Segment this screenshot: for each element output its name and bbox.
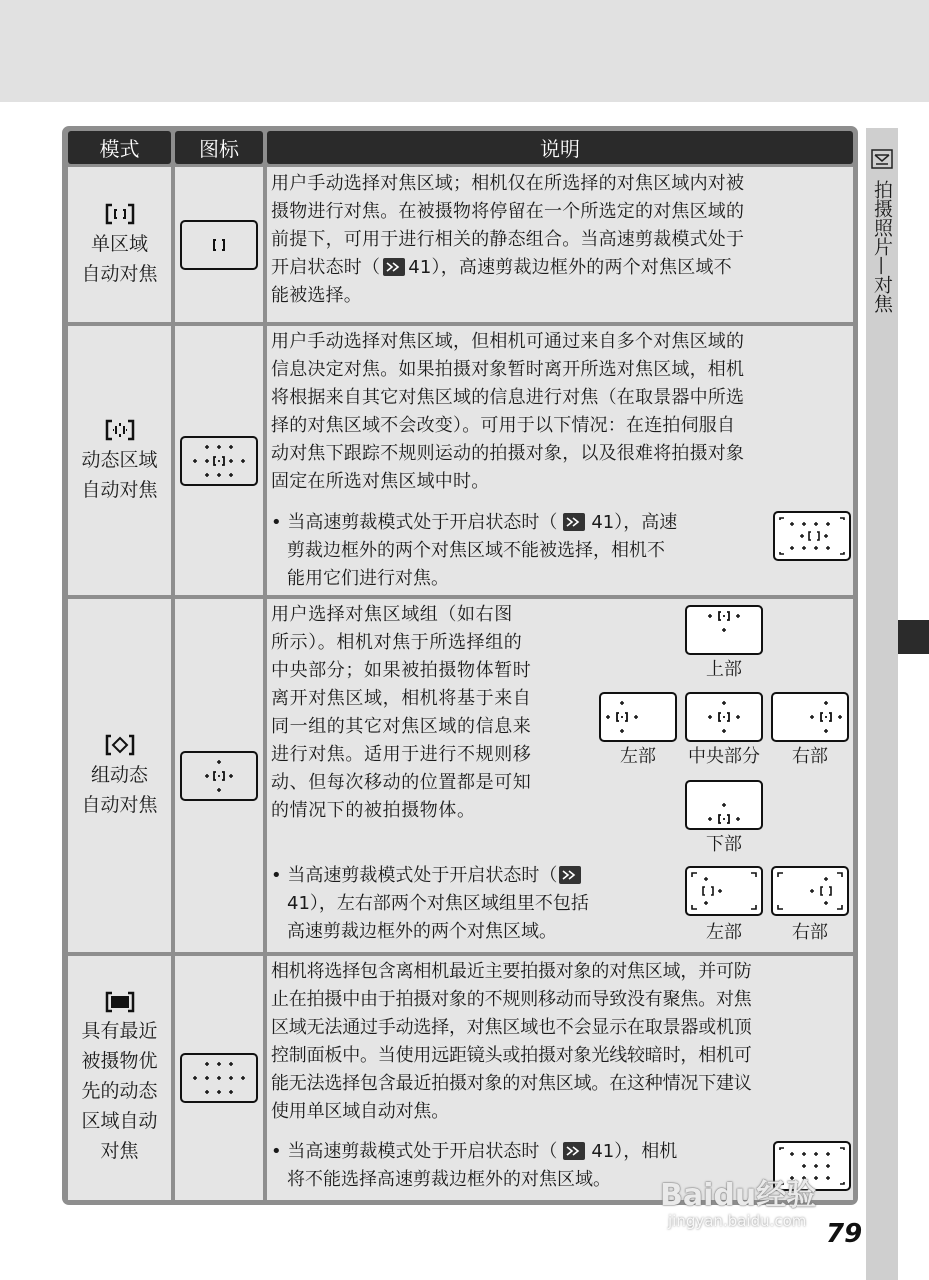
dynamic-area-af-icon bbox=[103, 417, 137, 443]
page-ref-icon bbox=[563, 1142, 585, 1160]
desc-line: 的情况下的被拍摄物体。 bbox=[271, 800, 476, 821]
baidu-watermark-logo: Baidu经验 bbox=[660, 1178, 817, 1213]
mode-name-line: 自动对焦 bbox=[81, 793, 158, 816]
closest-subject-viewfinder-icon bbox=[179, 1052, 259, 1104]
group-left-diagram bbox=[598, 691, 678, 743]
mode-name-line: 自动对焦 bbox=[81, 262, 158, 285]
desc-line: 摄物进行对焦。在被摄物将停留在一个所选定的对焦区域的 bbox=[271, 201, 745, 222]
desc-line: 相机将选择包含离相机最近主要拍摄对象的对焦区域，并可防 bbox=[271, 961, 752, 982]
group-dynamic-af-icon bbox=[103, 732, 137, 758]
mode-name-line: 单区域 bbox=[90, 232, 148, 255]
page-number: 79 bbox=[826, 1219, 863, 1249]
bullet-line: 高速剪裁边框外的两个对焦区域。 bbox=[287, 921, 557, 942]
page-ref-icon bbox=[563, 513, 585, 531]
row-dynamic-area-icon-cell bbox=[175, 326, 263, 595]
desc-line: 能被选择。 bbox=[271, 285, 362, 306]
chapter-title: 拍摄照片—对焦 bbox=[871, 180, 893, 313]
row-closest-subject-description bbox=[271, 958, 853, 1126]
row-single-area-description bbox=[271, 170, 851, 310]
mode-name-line: 具有最近 bbox=[81, 1020, 158, 1042]
desc-line: 离开对焦区域，相机将基于来自 bbox=[271, 688, 532, 709]
group-top-diagram bbox=[684, 604, 764, 656]
mode-name-line: 被摄物优 bbox=[81, 1050, 158, 1072]
desc-line: 前提下，可用于进行相关的静态组合。当高速剪裁模式处于 bbox=[271, 229, 745, 250]
row-group-dynamic-bullet bbox=[271, 862, 681, 946]
desc-line: 动对焦下跟踪不规则运动的拍摄对象，以及很难将拍摄对象 bbox=[271, 443, 745, 464]
row-single-area-icon-cell bbox=[175, 167, 263, 322]
desc-line: 动、但每次移动的位置都是可知 bbox=[271, 772, 532, 793]
mode-name-line: 动态区域 bbox=[81, 448, 158, 471]
desc-line: 使用单区域自动对焦。 bbox=[271, 1101, 449, 1122]
row-dynamic-area-mode bbox=[68, 326, 171, 595]
row-group-dynamic-icon-cell bbox=[175, 599, 263, 952]
desc-line: 同一组的其它对焦区域的信息来 bbox=[271, 716, 532, 737]
camera-chapter-icon bbox=[871, 149, 893, 169]
desc-line: 择的对焦区域不会改变）。可用于以下情况：在连拍伺服自 bbox=[271, 415, 736, 436]
desc-line: 用户手动选择对焦区域；相机仅在所选择的对焦区域内对被 bbox=[271, 173, 745, 194]
desc-line: 控制面板中。当使用远距镜头或拍摄对象光线较暗时，相机可 bbox=[271, 1045, 752, 1066]
row-closest-subject-mode bbox=[68, 956, 171, 1200]
header-description: 说明 bbox=[267, 131, 853, 164]
closest-subject-priority-icon bbox=[103, 990, 137, 1014]
single-area-viewfinder-icon bbox=[179, 219, 259, 271]
group-right-diagram bbox=[770, 691, 850, 743]
group-bottom-label: 下部 bbox=[706, 834, 742, 855]
mode-name-line: 先的动态 bbox=[81, 1080, 158, 1102]
row-single-area-mode bbox=[68, 167, 171, 322]
crop-left-label: 左部 bbox=[706, 922, 742, 943]
desc-line: 用户选择对焦区域组（如右图 bbox=[271, 604, 513, 625]
group-center-diagram bbox=[684, 691, 764, 743]
desc-line: 所示）。相机对焦于所选择组的 bbox=[271, 632, 523, 653]
bullet-line: 41），左右部两个对焦区域组里不包括 bbox=[287, 893, 589, 914]
page-ref-icon bbox=[383, 258, 405, 276]
desc-line: 进行对焦。适用于进行不规则移 bbox=[271, 744, 532, 765]
mode-name-line: 对焦 bbox=[100, 1140, 139, 1162]
desc-line: 固定在所选对焦区域中时。 bbox=[271, 471, 490, 492]
mode-name-line: 自动对焦 bbox=[81, 478, 158, 501]
desc-line: 开启状态时（ 41），高速剪裁边框外的两个对焦区域不 bbox=[271, 257, 732, 278]
bullet-line: • 当高速剪裁模式处于开启状态时（ 41），相机 bbox=[271, 1141, 678, 1162]
dynamic-area-viewfinder-icon bbox=[179, 435, 259, 487]
crop-right-group-diagram bbox=[770, 865, 850, 917]
mode-name-line: 组动态 bbox=[90, 763, 148, 786]
desc-line: 信息决定对焦。如果拍摄对象暂时离开所选对焦区域，相机 bbox=[271, 359, 745, 380]
bullet-line: • 当高速剪裁模式处于开启状态时（ bbox=[271, 862, 681, 890]
desc-line: 能无法选择包含最近拍摄对象的对焦区域。在这种情况下建议 bbox=[271, 1073, 752, 1094]
page-ref-icon bbox=[559, 866, 581, 884]
crop-left-group-diagram bbox=[684, 865, 764, 917]
row-closest-subject-icon-cell bbox=[175, 956, 263, 1200]
desc-line: 用户手动选择对焦区域，但相机可通过来自多个对焦区域的 bbox=[271, 331, 745, 352]
bullet-line: 能用它们进行对焦。 bbox=[287, 568, 449, 589]
bullet-line: 剪裁边框外的两个对焦区域不能被选择，相机不 bbox=[287, 540, 665, 561]
group-left-label: 左部 bbox=[620, 746, 656, 767]
header-icon: 图标 bbox=[175, 131, 263, 164]
group-dynamic-viewfinder-icon bbox=[179, 750, 259, 802]
desc-line: 区域无法通过手动选择，对焦区域也不会显示在取景器或机顶 bbox=[271, 1017, 752, 1038]
top-band bbox=[0, 0, 929, 102]
desc-line: 止在拍摄中由于拍摄对象的不规则移动而导致没有聚焦。对焦 bbox=[271, 989, 752, 1010]
row-dynamic-area-bullet bbox=[271, 509, 771, 593]
row-group-dynamic-mode bbox=[68, 599, 171, 952]
row-group-dynamic-description bbox=[271, 601, 601, 825]
group-center-label: 中央部分 bbox=[688, 746, 760, 767]
crop-right-label: 右部 bbox=[792, 922, 828, 943]
group-bottom-diagram bbox=[684, 779, 764, 831]
group-right-label: 右部 bbox=[792, 746, 828, 767]
bullet-line: 将不能选择高速剪裁边框外的对焦区域。 bbox=[287, 1169, 611, 1190]
bullet-line: • 当高速剪裁模式处于开启状态时（ 41），高速 bbox=[271, 512, 678, 533]
single-area-af-icon bbox=[103, 201, 137, 227]
chapter-tab-marker bbox=[898, 620, 929, 654]
dynamic-crop-viewfinder-icon bbox=[772, 510, 852, 562]
row-dynamic-area-description bbox=[271, 328, 851, 496]
baidu-watermark-url: jingyan.baidu.com bbox=[668, 1212, 807, 1230]
mode-name-line: 区域自动 bbox=[81, 1110, 158, 1132]
desc-line: 中央部分；如果被拍摄物体暂时 bbox=[271, 660, 532, 681]
desc-line: 将根据来自其它对焦区域的信息进行对焦（在取景器中所选 bbox=[271, 387, 745, 408]
group-top-label: 上部 bbox=[706, 659, 742, 680]
header-mode: 模式 bbox=[68, 131, 171, 164]
